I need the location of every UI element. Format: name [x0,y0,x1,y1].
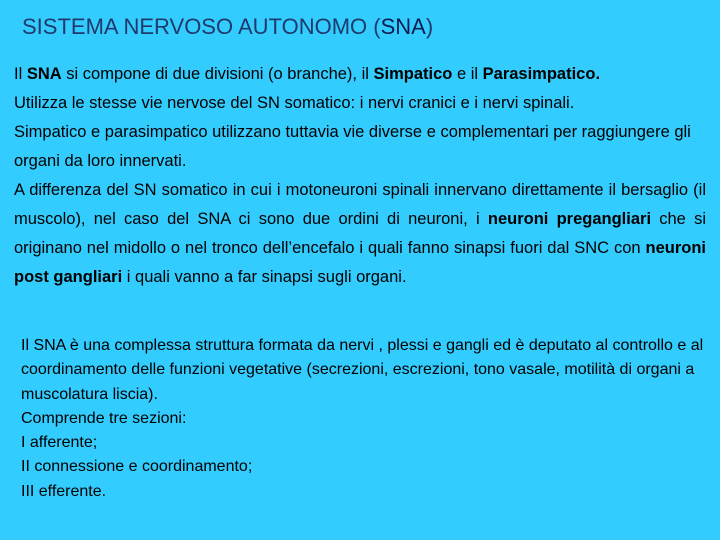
text-run: i quali vanno a far sinapsi sugli organi. [122,268,407,286]
paragraph-nerve-pathways: Utilizza le stesse vie nervose del SN somatico: i nervi cranici e i nervi spinali. [14,94,575,112]
section-efferent: III efferente. [21,482,107,500]
bold-term: Simpatico [373,65,453,83]
paragraph-structure: Il SNA è una complessa struttura formata da nervi , plessi e gangli ed è deputato al controllo e al coordinamento delle funzioni vegetative (secrezioni, escrezioni, tono vasale, motilità di organi a muscolatura liscia). [21,337,704,403]
title-suffix: ) [425,14,434,39]
text-run: e il [452,65,483,83]
sections-intro: Comprende tre sezioni: [21,409,187,427]
text-run: Il [14,65,27,83]
text-block-2 [21,334,711,504]
text-run: che si originano nel midollo o nel tronco dell’encefalo i quali fanno sinapsi fuori dal SNC con [14,210,707,257]
slide-title [22,14,433,40]
section-afferent: I afferente; [21,434,98,452]
paragraph-complementary-paths: Simpatico e parasimpatico utilizzano tuttavia vie diverse e complementari per raggiungere gli organi da loro innervati. [14,123,691,170]
bold-term: Parasimpatico. [482,65,601,83]
text-run: si compone di due divisioni (o branche), il [61,65,374,83]
paragraph-divisions [14,60,706,89]
bold-term: neuroni post gangliari [14,239,706,286]
text-run: A differenza del SN somatico in cui i motoneuroni spinali innervano direttamente il bersaglio (il muscolo), nel caso del SNA ci sono due ordini di neuroni, i [14,181,706,228]
text-block-1 [14,60,706,292]
title-prefix: SISTEMA NERVOSO AUTONOMO ( [22,14,381,39]
bold-term: neuroni pregangliari [487,210,652,228]
paragraph-neuron-orders [14,176,706,292]
section-connection: II connessione e coordinamento; [21,458,253,476]
bold-term: SNA [26,65,62,83]
title-acronym: SNA [380,14,426,39]
